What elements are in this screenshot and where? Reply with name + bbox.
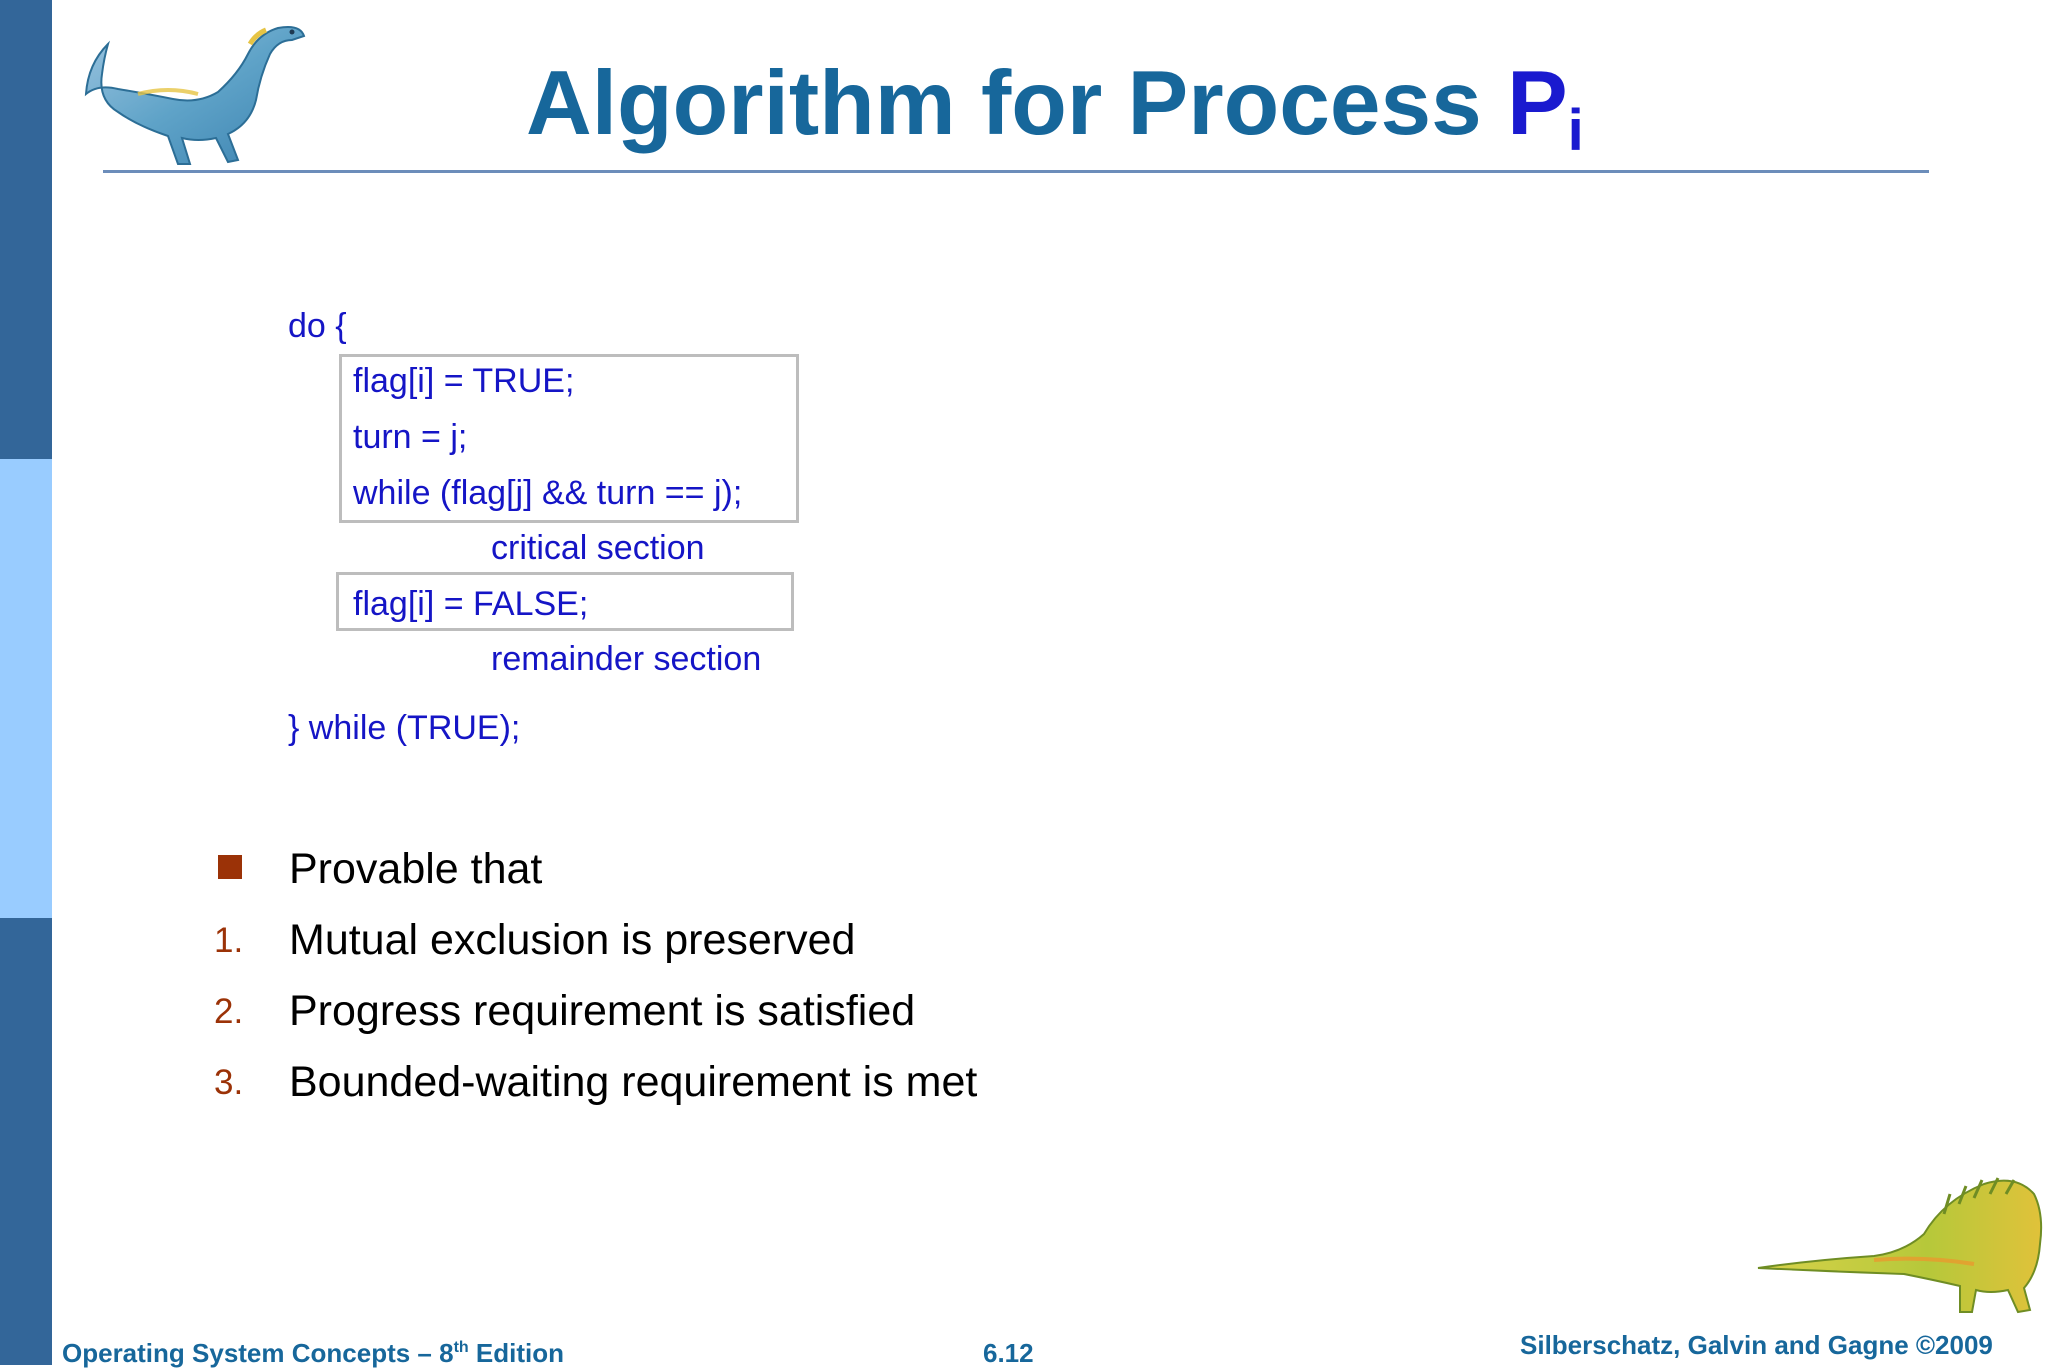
code-flag-false: flag[i] = FALSE; [353, 585, 589, 623]
code-do-open: do { [288, 307, 347, 345]
title-subscript: i [1567, 98, 1584, 163]
title-variable: P [1506, 53, 1568, 154]
footer-book-sup: th [453, 1339, 469, 1356]
sidebar-highlight [0, 459, 52, 918]
title-underline [103, 170, 1929, 173]
footer-book-title [62, 1340, 564, 1366]
footer-authors: Silberschatz, Galvin and Gagne ©2009 [1520, 1330, 1993, 1360]
bullet-intro: Provable that [289, 845, 543, 893]
list-item-text: Bounded-waiting requirement is met [289, 1058, 978, 1106]
code-remainder-section: remainder section [491, 640, 762, 678]
code-while-wait: while (flag[j] && turn == j); [353, 474, 743, 512]
dinosaur-logo-top [78, 14, 314, 170]
code-turn: turn = j; [353, 418, 468, 456]
sidebar-band [0, 0, 52, 1365]
dinosaur-logo-bottom [1754, 1164, 2044, 1316]
footer-page-number: 6.12 [983, 1338, 1034, 1368]
square-bullet-icon [218, 855, 242, 879]
slide-title [526, 53, 1584, 163]
list-item-number: 2. [214, 992, 244, 1031]
list-item-number: 3. [214, 1063, 244, 1102]
title-text: Algorithm for Process [526, 53, 1507, 154]
footer-book-pre: Operating System Concepts – 8 [62, 1338, 454, 1368]
code-while-close: } while (TRUE); [288, 709, 521, 747]
footer-book-post: Edition [468, 1338, 564, 1368]
list-item-number: 1. [214, 921, 244, 960]
code-flag-true: flag[i] = TRUE; [353, 362, 575, 400]
list-item-text: Mutual exclusion is preserved [289, 916, 856, 964]
list-item-text: Progress requirement is satisfied [289, 987, 916, 1035]
code-critical-section: critical section [491, 529, 705, 567]
